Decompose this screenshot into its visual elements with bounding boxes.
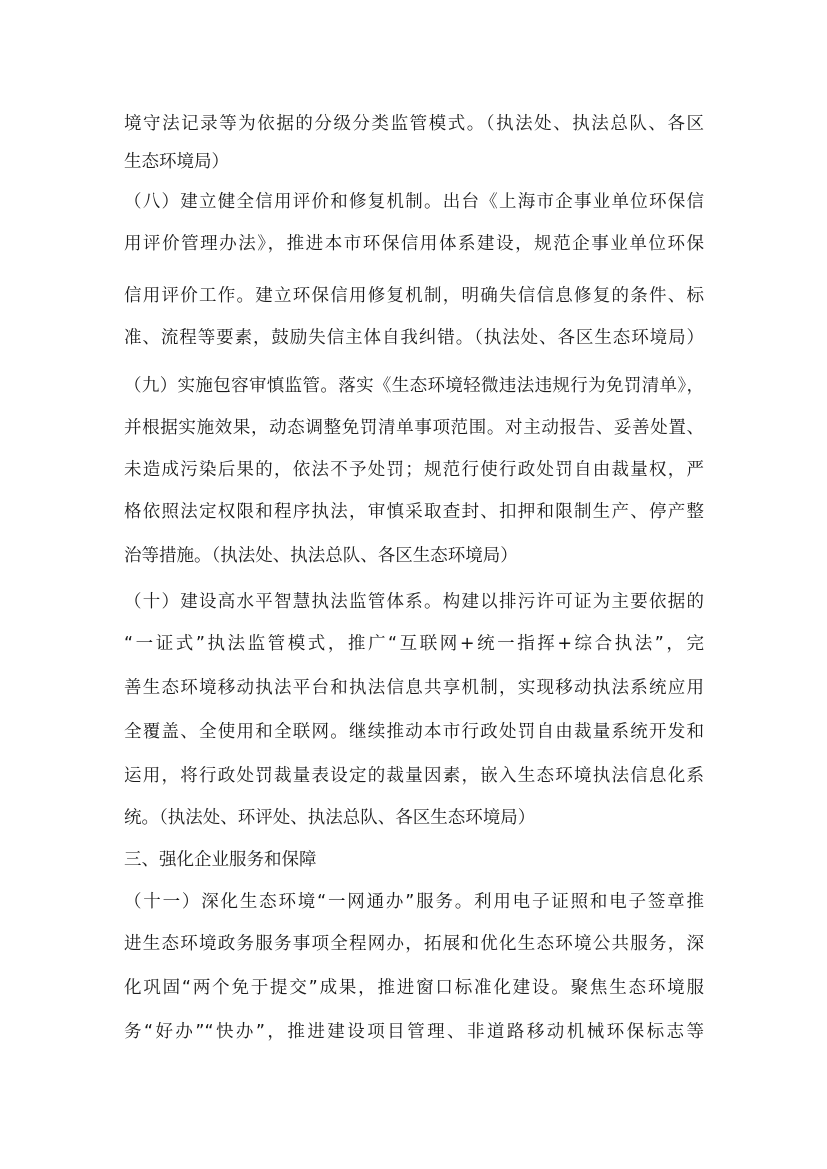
text-line-8: 并根据实施效果，动态调整免罚清单事项范围。对主动报告、妥善处置、 — [124, 418, 704, 438]
text-line-17: 统。（执法处、环评处、执法总队、各区生态环境局） — [124, 808, 536, 828]
text-line-4: 用评价管理办法》，推进本市环保信用体系建设，规范企事业单位环保 — [124, 234, 704, 254]
text-line-20: 进生态环境政务服务事项全程网办，拓展和优化生态环境公共服务，深 — [124, 934, 704, 954]
text-line-9: 未造成污染后果的，依法不予处罚；规范行使行政处罚自由裁量权，严 — [124, 460, 704, 480]
text-line-16: 运用，将行政处罚裁量表设定的裁量因素，嵌入生态环境执法信息化系 — [124, 766, 704, 786]
text-line-14: 善生态环境移动执法平台和执法信息共享机制，实现移动执法系统应用 — [124, 678, 704, 698]
text-line-11: 治等措施。（执法处、执法总队、各区生态环境局） — [124, 546, 518, 566]
text-line-19: （十一）深化生态环境“一网通办”服务。利用电子证照和电子签章推 — [124, 892, 704, 912]
text-line-21: 化巩固“两个免于提交”成果，推进窗口标准化建设。聚焦生态环境服 — [124, 978, 704, 998]
text-line-12: （十）建设高水平智慧执法监管体系。构建以排污许可证为主要依据的 — [124, 592, 704, 612]
text-line-1: 境守法记录等为依据的分级分类监管模式。（执法处、执法总队、各区 — [124, 114, 704, 134]
text-line-7: （九）实施包容审慎监管。落实《生态环境轻微违法违规行为免罚清单》， — [124, 376, 704, 396]
text-line-5: 信用评价工作。建立环保信用修复机制，明确失信信息修复的条件、标 — [124, 286, 704, 306]
text-line-10: 格依照法定权限和程序执法，审慎采取查封、扣押和限制生产、停产整 — [124, 502, 704, 522]
text-line-2: 生态环境局） — [124, 152, 229, 172]
section-heading: 三、强化企业服务和保障 — [124, 850, 317, 870]
text-line-22: 务“好办”“快办”，推进建设项目管理、非道路移动机械环保标志等 — [124, 1022, 704, 1042]
text-line-13: “一证式”执法监管模式，推广“互联网+统一指挥+综合执法”，完 — [124, 634, 704, 654]
text-line-15: 全覆盖、全使用和全联网。继续推动本市行政处罚自由裁量系统开发和 — [124, 722, 704, 742]
text-line-3: （八）建立健全信用评价和修复机制。出台《上海市企事业单位环保信 — [124, 192, 704, 212]
text-line-6: 准、流程等要素，鼓励失信主体自我纠错。（执法处、各区生态环境局） — [124, 328, 704, 348]
